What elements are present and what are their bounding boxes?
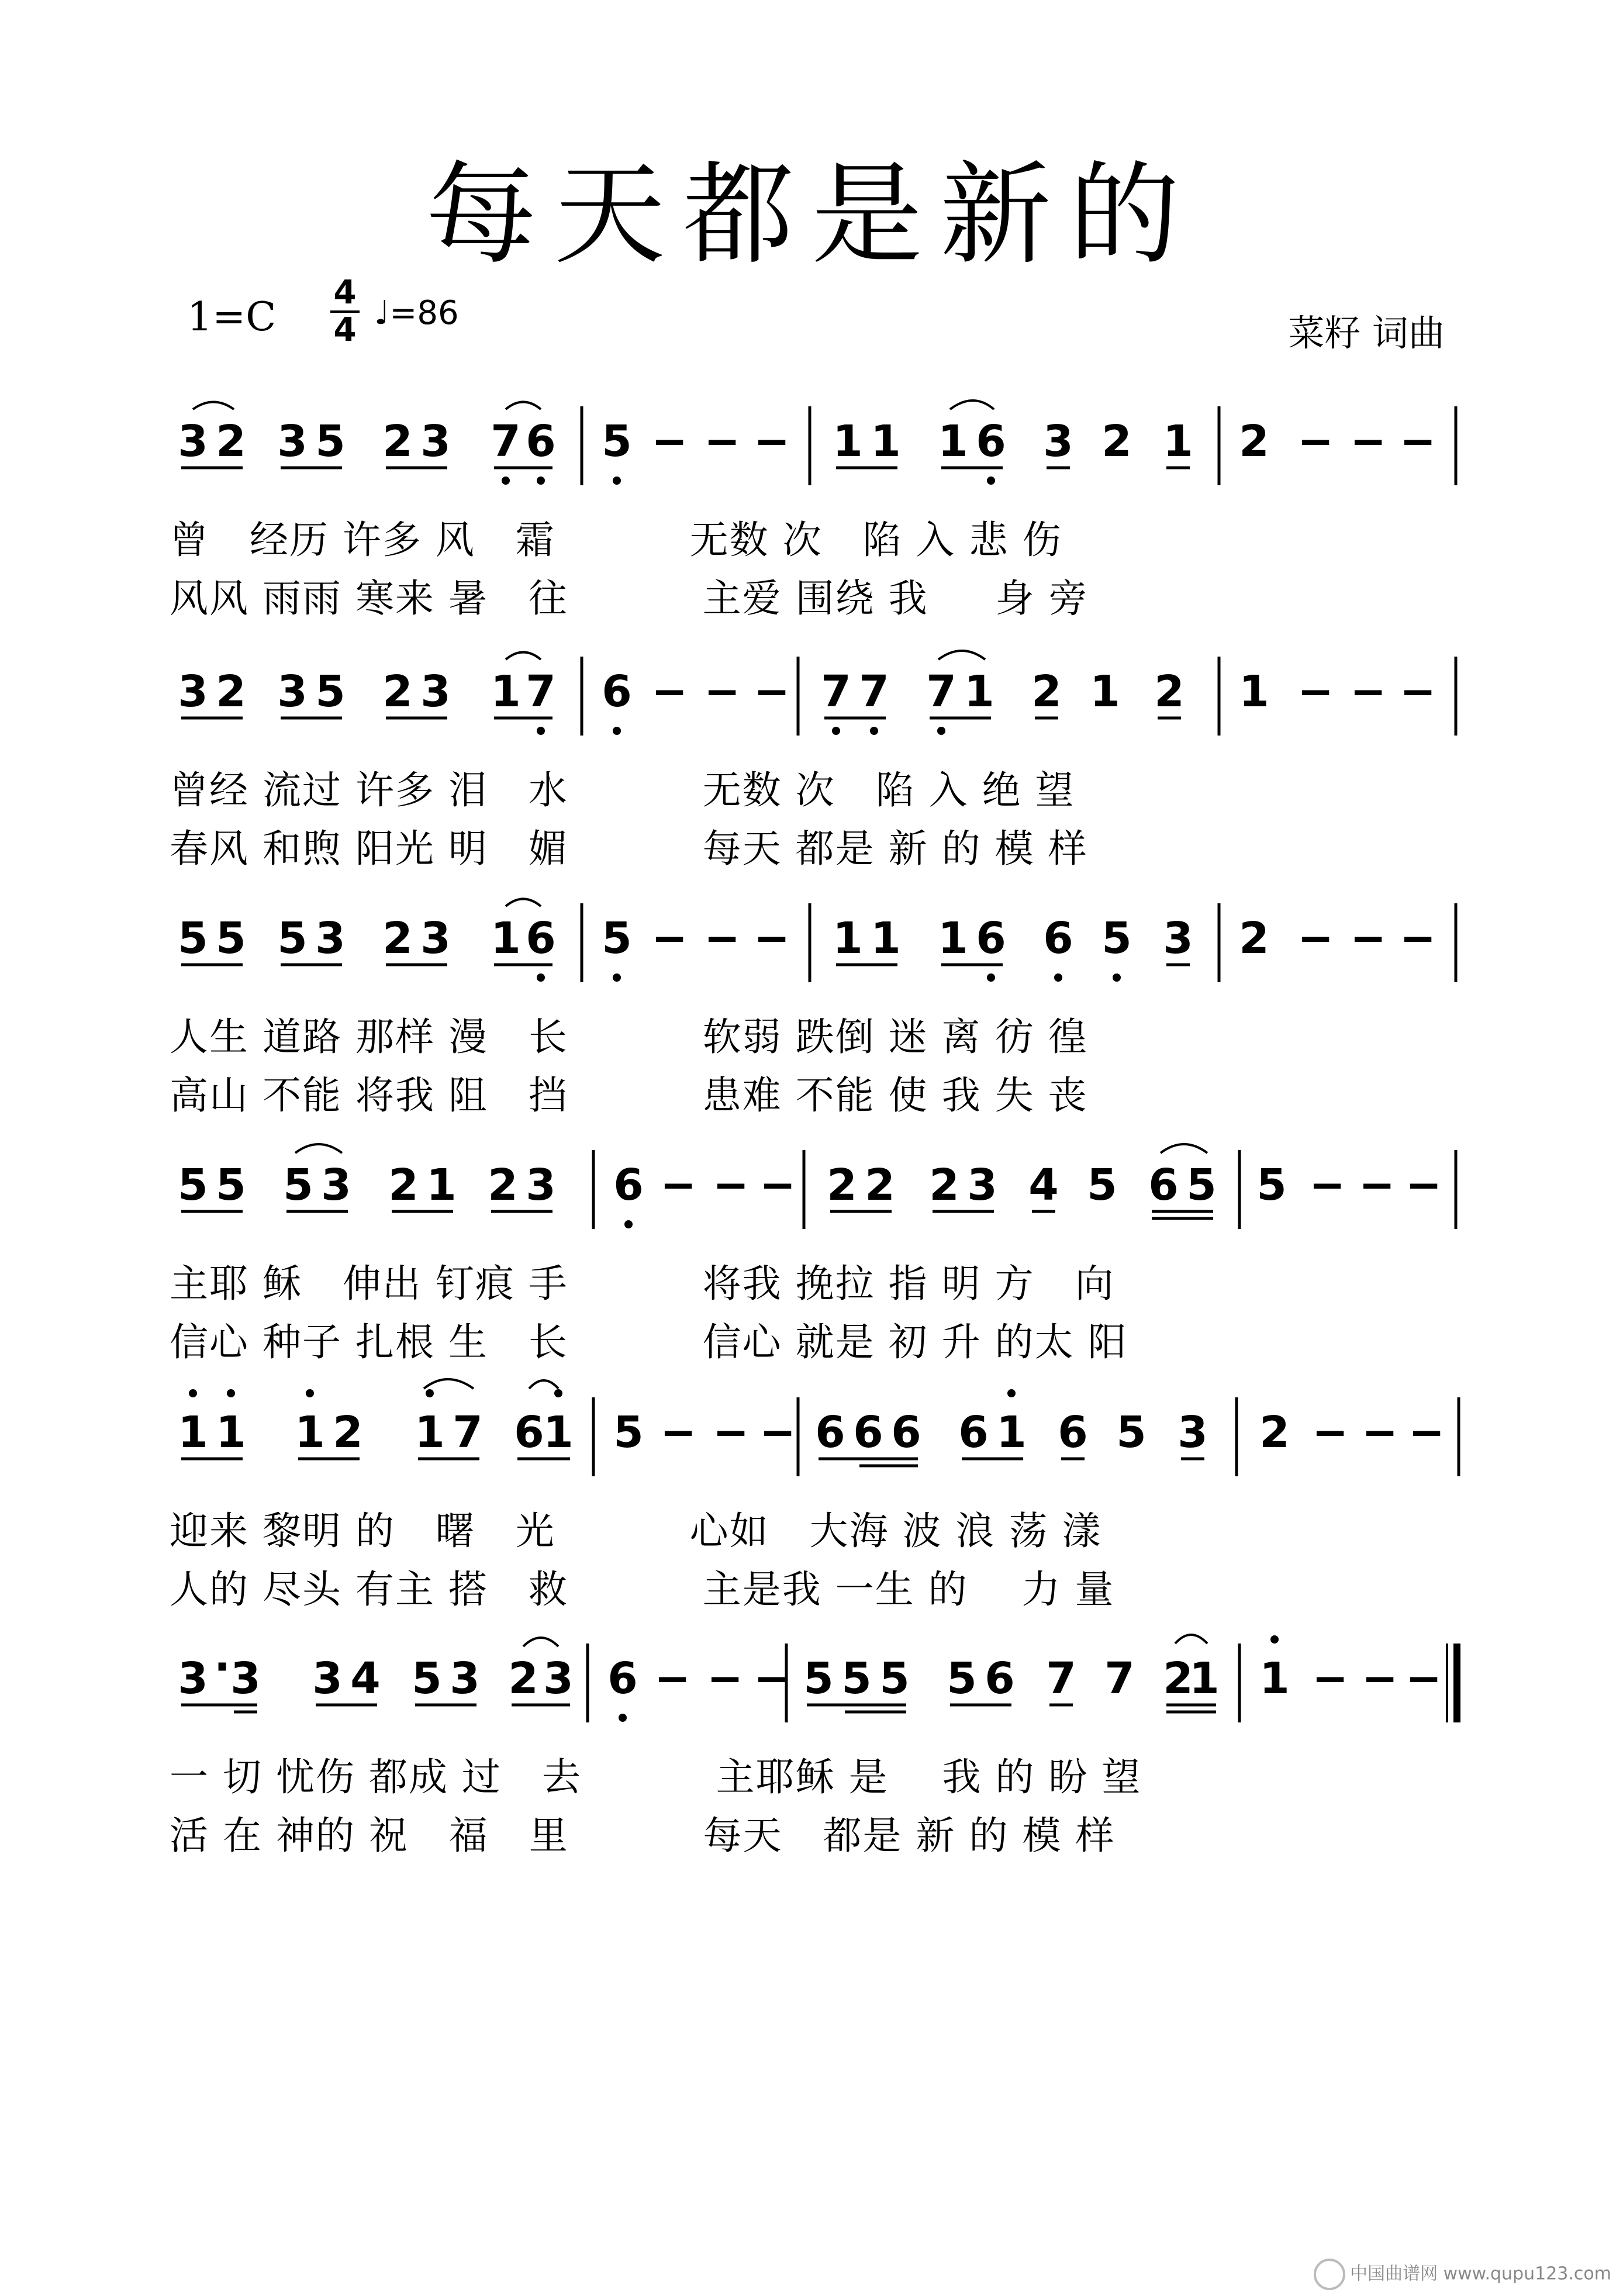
lyric-line-1: 人生 道路 那样 漫 长 软弱 跌倒 迷 离 彷 徨 <box>170 1014 1088 1059</box>
notation-line <box>0 624 1623 741</box>
svg-text:6: 6 <box>514 1407 544 1458</box>
svg-text:6: 6 <box>526 913 556 964</box>
svg-text:−: − <box>651 667 688 717</box>
svg-text:5: 5 <box>879 1653 910 1704</box>
svg-text:·: · <box>213 1642 231 1692</box>
svg-text:−: − <box>1405 1160 1442 1210</box>
svg-text:−: − <box>1399 667 1436 717</box>
svg-text:7: 7 <box>453 1407 483 1458</box>
svg-text:3: 3 <box>967 1160 997 1210</box>
notation-line <box>0 1611 1623 1728</box>
svg-text:2: 2 <box>827 1160 857 1210</box>
svg-text:3: 3 <box>277 416 308 467</box>
svg-text:−: − <box>1297 667 1334 717</box>
svg-text:1: 1 <box>295 1407 325 1458</box>
lyric-line-1: 曾 经历 许多 风 霜 无数 次 陷 入 悲 伤 <box>170 517 1062 562</box>
svg-text:−: − <box>651 913 688 964</box>
svg-text:4: 4 <box>1028 1160 1059 1210</box>
svg-text:7: 7 <box>821 667 851 717</box>
svg-text:−: − <box>712 1160 750 1210</box>
svg-text:5: 5 <box>613 1407 644 1458</box>
svg-text:7: 7 <box>926 667 956 717</box>
svg-text:−: − <box>659 1160 697 1210</box>
svg-text:3: 3 <box>1163 913 1193 964</box>
lyric-line-1: 一 切 忧伤 都成 过 去 主耶稣 是 我 的 盼 望 <box>170 1755 1142 1800</box>
lyric-line-2: 信心 种子 扎根 生 长 信心 就是 初 升 的太 阳 <box>170 1320 1128 1365</box>
svg-text:1: 1 <box>543 1407 574 1458</box>
svg-text:−: − <box>1399 913 1436 964</box>
svg-text:3: 3 <box>420 667 451 717</box>
svg-text:2: 2 <box>1101 416 1132 467</box>
svg-text:5: 5 <box>602 416 632 467</box>
svg-text:5: 5 <box>1087 1160 1117 1210</box>
lyric-line-2: 人的 尽头 有主 搭 救 主是我 一生 的 力 量 <box>170 1567 1115 1612</box>
svg-text:7: 7 <box>1104 1653 1135 1704</box>
svg-text:−: − <box>1308 1160 1346 1210</box>
svg-text:6: 6 <box>1043 913 1073 964</box>
svg-text:−: − <box>1349 913 1387 964</box>
svg-text:5: 5 <box>1256 1160 1287 1210</box>
svg-text:2: 2 <box>1259 1407 1290 1458</box>
svg-text:3: 3 <box>1043 416 1073 467</box>
svg-text:2: 2 <box>382 667 413 717</box>
svg-text:−: − <box>1311 1407 1349 1458</box>
svg-text:−: − <box>654 1653 691 1704</box>
svg-text:2: 2 <box>1031 667 1062 717</box>
svg-text:6: 6 <box>1058 1407 1088 1458</box>
svg-text:3: 3 <box>312 1653 343 1704</box>
svg-text:4: 4 <box>350 1653 381 1704</box>
svg-text:−: − <box>1399 416 1436 467</box>
svg-text:5: 5 <box>315 667 346 717</box>
svg-text:−: − <box>712 1407 750 1458</box>
svg-text:5: 5 <box>178 913 208 964</box>
svg-text:−: − <box>1408 1407 1445 1458</box>
svg-text:2: 2 <box>1239 416 1269 467</box>
lyric-line-1: 迎来 黎明 的 曙 光 心如 大海 波 浪 荡 漾 <box>170 1508 1102 1553</box>
key-signature: 1=C <box>187 294 277 340</box>
svg-text:1: 1 <box>833 416 863 467</box>
svg-text:5: 5 <box>277 913 308 964</box>
svg-text:7: 7 <box>491 416 521 467</box>
notation-line <box>0 871 1623 988</box>
svg-text:2: 2 <box>929 1160 959 1210</box>
svg-text:2: 2 <box>333 1407 363 1458</box>
svg-text:1: 1 <box>491 667 521 717</box>
svg-text:1: 1 <box>833 913 863 964</box>
svg-text:2: 2 <box>382 913 413 964</box>
tempo-marking: ♩=86 <box>374 294 459 332</box>
svg-text:6: 6 <box>985 1653 1015 1704</box>
svg-text:3: 3 <box>526 1160 556 1210</box>
svg-text:5: 5 <box>216 1160 246 1210</box>
svg-text:3: 3 <box>543 1653 574 1704</box>
svg-text:−: − <box>703 667 741 717</box>
song-title: 每天都是新的 <box>425 150 1197 279</box>
svg-text:6: 6 <box>853 1407 883 1458</box>
svg-text:−: − <box>1405 1653 1442 1704</box>
svg-text:6: 6 <box>976 913 1006 964</box>
svg-text:6: 6 <box>607 1653 638 1704</box>
svg-text:1: 1 <box>964 667 994 717</box>
svg-text:2: 2 <box>865 1160 895 1210</box>
svg-text:3: 3 <box>178 1653 208 1704</box>
svg-text:3: 3 <box>420 416 451 467</box>
svg-text:−: − <box>759 1407 796 1458</box>
svg-text:−: − <box>651 416 688 467</box>
svg-text:1: 1 <box>178 1407 208 1458</box>
svg-text:5: 5 <box>947 1653 977 1704</box>
svg-text:−: − <box>753 913 790 964</box>
svg-text:2: 2 <box>382 416 413 467</box>
svg-text:1: 1 <box>871 913 901 964</box>
notation-line <box>0 1118 1623 1235</box>
svg-text:2: 2 <box>1239 913 1269 964</box>
svg-text:7: 7 <box>859 667 889 717</box>
site-logo-icon <box>1314 2259 1345 2290</box>
svg-text:5: 5 <box>216 913 246 964</box>
svg-text:3: 3 <box>230 1653 261 1704</box>
lyric-line-2: 高山 不能 将我 阻 挡 患难 不能 使 我 失 丧 <box>170 1073 1088 1118</box>
svg-text:1: 1 <box>1239 667 1269 717</box>
notation-line <box>0 1365 1623 1482</box>
svg-text:6: 6 <box>1148 1160 1179 1210</box>
svg-text:−: − <box>1358 1160 1396 1210</box>
svg-text:1: 1 <box>1163 416 1193 467</box>
svg-text:6: 6 <box>958 1407 989 1458</box>
svg-text:2: 2 <box>1154 667 1185 717</box>
svg-text:1: 1 <box>1259 1653 1290 1704</box>
svg-text:5: 5 <box>283 1160 313 1210</box>
svg-text:5: 5 <box>315 416 346 467</box>
svg-text:5: 5 <box>602 913 632 964</box>
svg-text:−: − <box>753 1653 790 1704</box>
svg-text:1: 1 <box>938 913 968 964</box>
svg-text:6: 6 <box>602 667 632 717</box>
svg-text:3: 3 <box>321 1160 351 1210</box>
svg-text:6: 6 <box>815 1407 845 1458</box>
svg-text:1: 1 <box>491 913 521 964</box>
svg-text:2: 2 <box>388 1160 419 1210</box>
svg-text:1: 1 <box>871 416 901 467</box>
svg-text:2: 2 <box>508 1653 538 1704</box>
site-watermark: 中国曲谱网 www.qupu123.com <box>1314 2259 1611 2290</box>
svg-text:5: 5 <box>1101 913 1132 964</box>
svg-text:5: 5 <box>1186 1160 1217 1210</box>
svg-text:5: 5 <box>803 1653 834 1704</box>
svg-text:1: 1 <box>415 1407 445 1458</box>
svg-text:6: 6 <box>526 416 556 467</box>
svg-text:−: − <box>703 913 741 964</box>
svg-text:3: 3 <box>178 667 208 717</box>
svg-text:1: 1 <box>216 1407 246 1458</box>
svg-text:2: 2 <box>488 1160 518 1210</box>
svg-text:5: 5 <box>178 1160 208 1210</box>
svg-text:−: − <box>1361 1407 1398 1458</box>
notation-line <box>0 374 1623 491</box>
svg-text:5: 5 <box>841 1653 872 1704</box>
svg-text:6: 6 <box>891 1407 921 1458</box>
svg-text:−: − <box>1311 1653 1349 1704</box>
svg-text:1: 1 <box>1090 667 1120 717</box>
svg-text:−: − <box>753 667 790 717</box>
svg-text:5: 5 <box>1116 1407 1147 1458</box>
lyric-line-1: 曾经 流过 许多 泪 水 无数 次 陷 入 绝 望 <box>170 768 1075 813</box>
svg-text:3: 3 <box>315 913 346 964</box>
svg-text:3: 3 <box>420 913 451 964</box>
svg-text:−: − <box>1349 416 1387 467</box>
svg-text:3: 3 <box>178 416 208 467</box>
lyric-line-2: 风风 雨雨 寒来 暑 往 主爱 围绕 我 身 旁 <box>170 576 1089 621</box>
svg-text:1: 1 <box>938 416 968 467</box>
svg-text:−: − <box>753 416 790 467</box>
svg-text:−: − <box>1297 416 1334 467</box>
svg-text:3: 3 <box>1177 1407 1208 1458</box>
svg-text:3: 3 <box>450 1653 480 1704</box>
svg-text:3: 3 <box>277 667 308 717</box>
svg-text:−: − <box>759 1160 796 1210</box>
svg-text:5: 5 <box>412 1653 442 1704</box>
svg-text:1: 1 <box>426 1160 457 1210</box>
svg-text:−: − <box>659 1407 697 1458</box>
svg-text:7: 7 <box>1046 1653 1076 1704</box>
lyric-line-2: 活 在 神的 祝 福 里 每天 都是 新 的 模 样 <box>170 1813 1116 1858</box>
lyric-line-1: 主耶 稣 伸出 钉痕 手 将我 挽拉 指 明 方 向 <box>170 1261 1115 1306</box>
lyric-line-2: 春风 和煦 阳光 明 媚 每天 都是 新 的 模 样 <box>170 826 1088 871</box>
svg-text:−: − <box>1349 667 1387 717</box>
svg-text:1: 1 <box>996 1407 1027 1458</box>
svg-text:−: − <box>703 416 741 467</box>
svg-text:2: 2 <box>216 667 246 717</box>
svg-text:−: − <box>1297 913 1334 964</box>
svg-text:−: − <box>706 1653 744 1704</box>
svg-text:2: 2 <box>1163 1653 1193 1704</box>
svg-text:7: 7 <box>526 667 556 717</box>
svg-text:1: 1 <box>1189 1653 1220 1704</box>
author-credit: 菜籽 词曲 <box>1288 312 1445 354</box>
time-signature: 4 4 <box>330 277 360 347</box>
svg-text:6: 6 <box>613 1160 644 1210</box>
svg-text:2: 2 <box>216 416 246 467</box>
svg-text:−: − <box>1361 1653 1398 1704</box>
svg-text:6: 6 <box>976 416 1006 467</box>
